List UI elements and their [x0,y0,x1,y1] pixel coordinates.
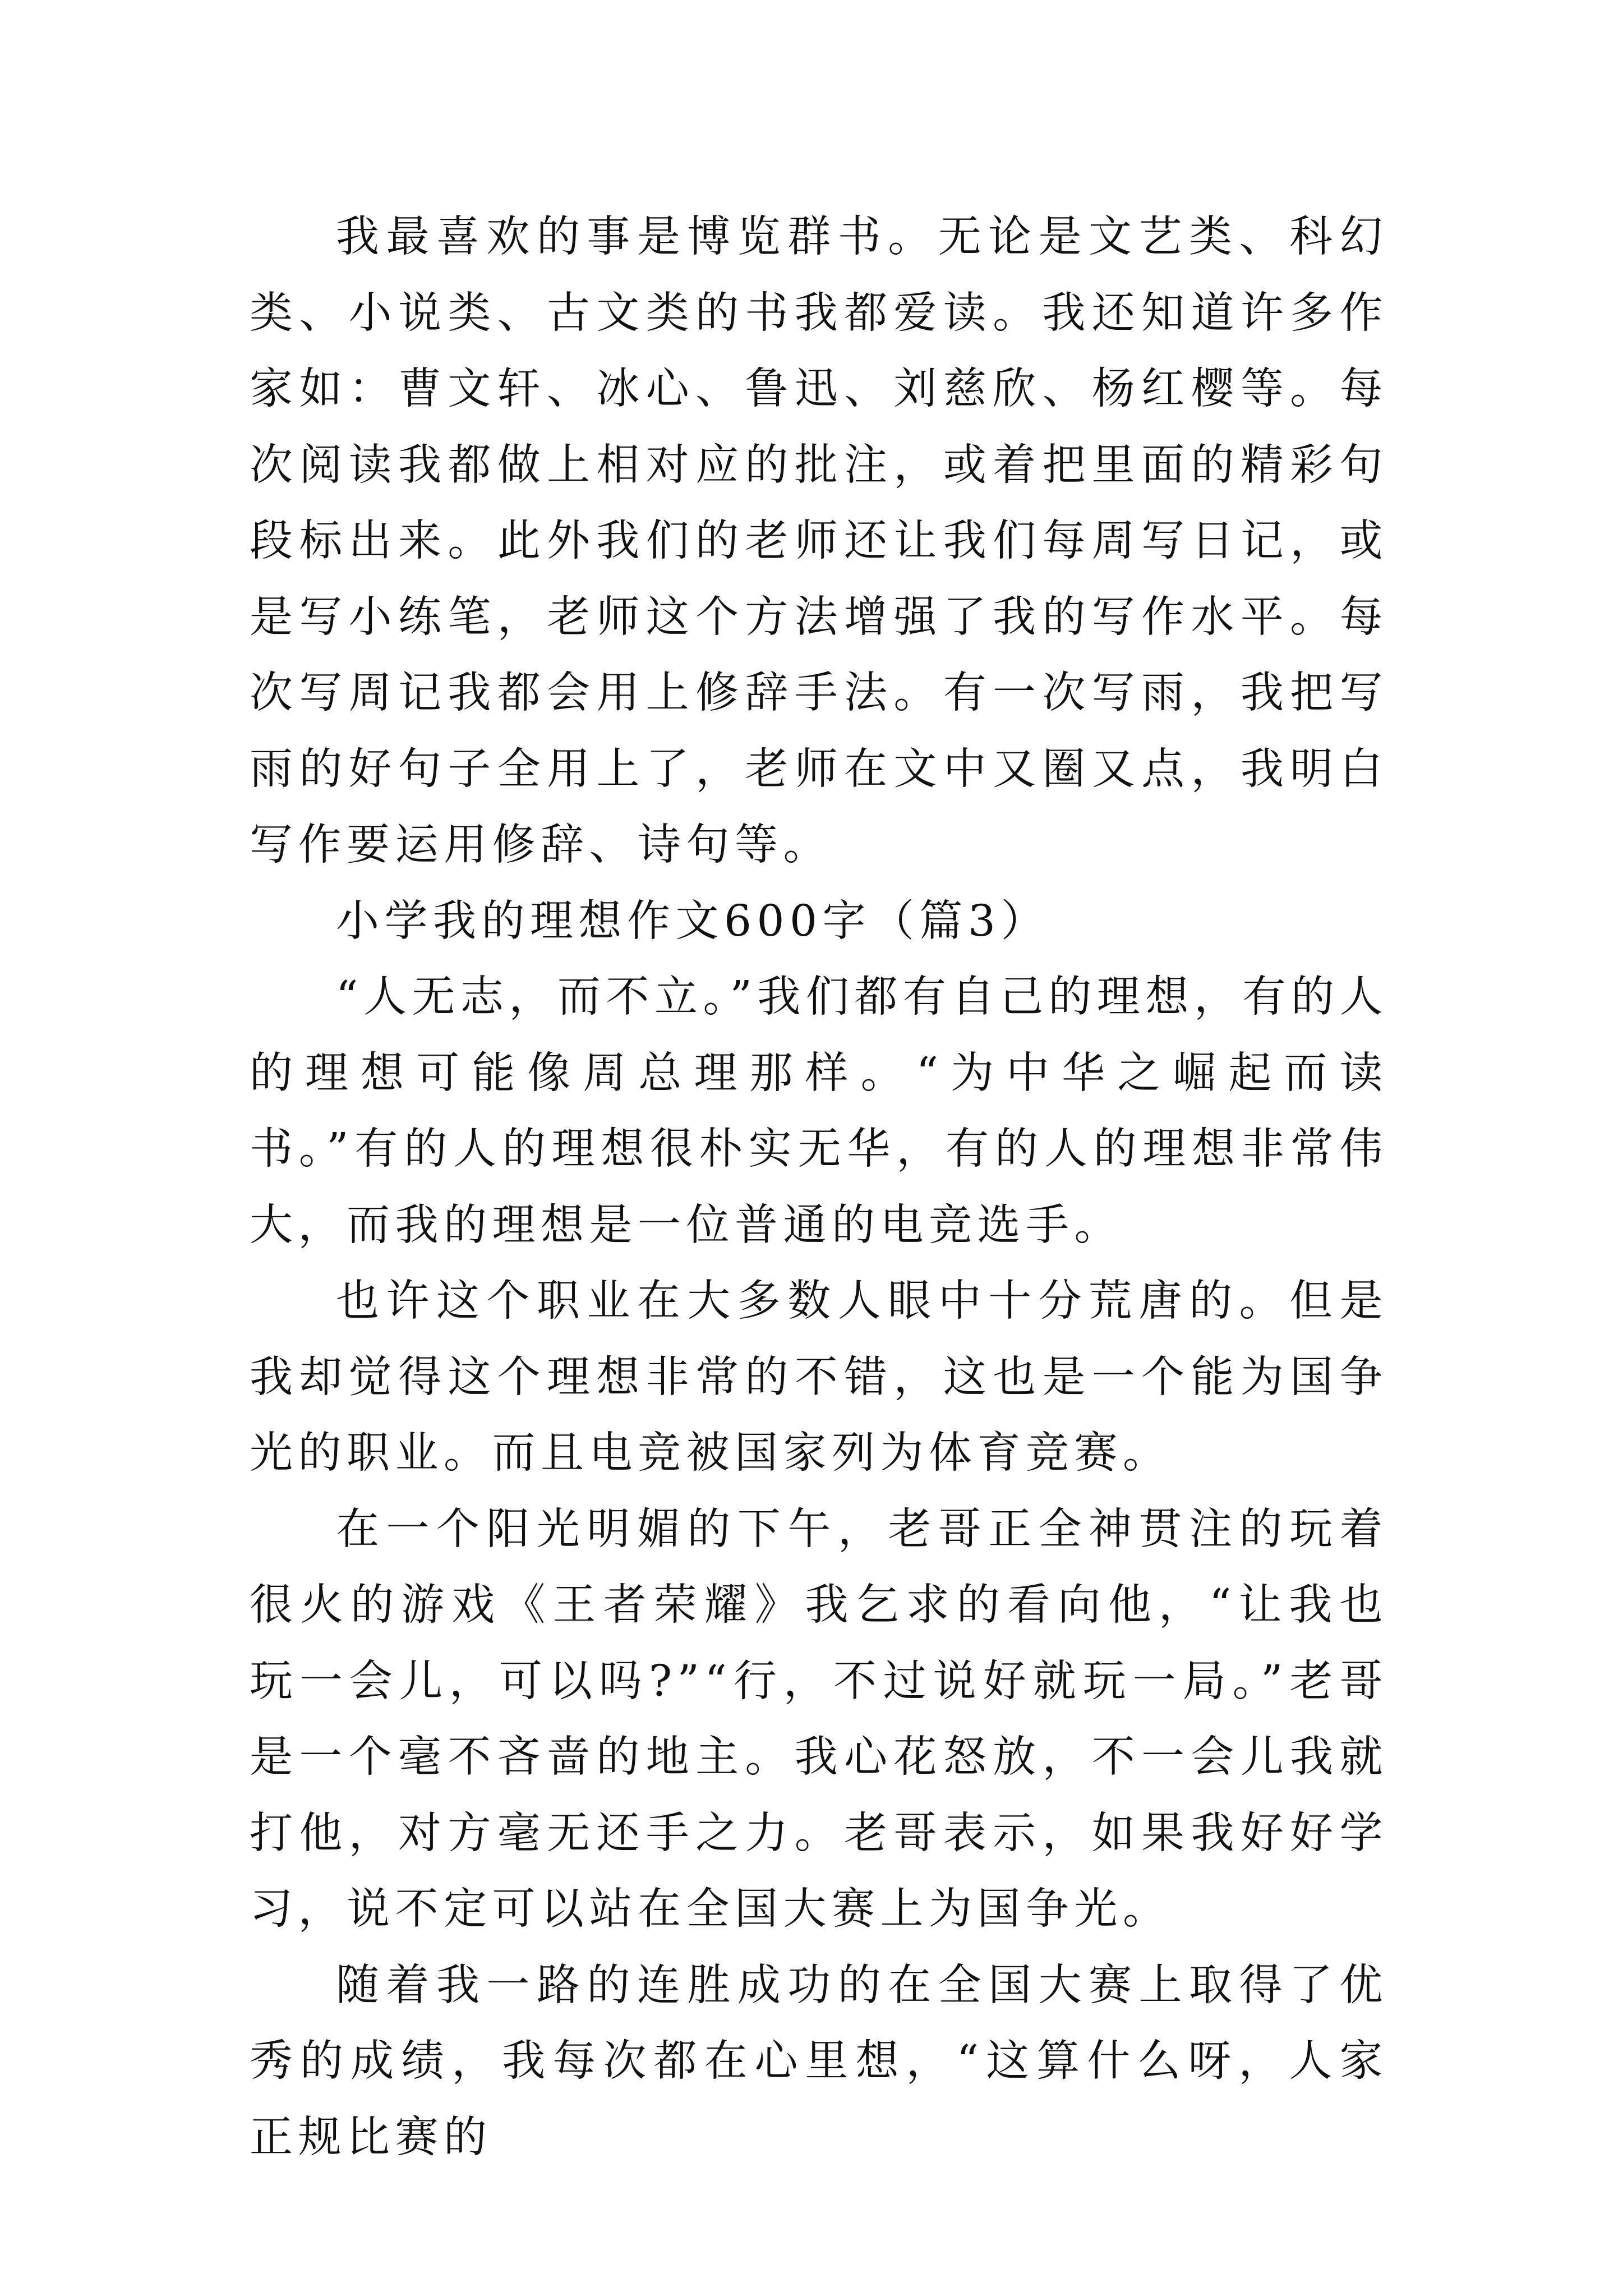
paragraph-esports-career: 也许这个职业在大多数人眼中十分荒唐的。但是我却觉得这个理想非常的不错，这也是一个能为国争光的职业。而且电竞被国家列为体育竞赛。 [250,1276,1388,1478]
paragraph-brother-game: 在一个阳光明媚的下午，老哥正全神贯注的玩着很火的游戏《王者荣耀》我乞求的看向他，“让我也玩一会儿，可以吗?”“行，不过说好就玩一局。”老哥是一个毫不吝啬的地主。我心花怒放，不一会儿我就打他，对方毫无还手之力。老哥表示，如果我好好学习，说不定可以站在全国大赛上为国争光。 [250,1504,1388,1934]
essay-section-heading: 小学我的理想作文600字（篇3） [336,896,1049,946]
paragraph-reading-hobby: 我最喜欢的事是博览群书。无论是文艺类、科幻类、小说类、古文类的书我都爱读。我还知道许多作家如：曹文轩、冰心、鲁迅、刘慈欣、杨红樱等。每次阅读我都做上相对应的批注，或着把里面的精彩句段标出来。此外我们的老师还让我们每周写日记，或是写小练笔，老师这个方法增强了我的写作水平。每次写周记我都会用上修辞手法。有一次写雨，我把写雨的好句子全用上了，老师在文中又圈又点，我明白写作要运用修辞、诗句等。 [250,212,1388,870]
paragraph-competition-results: 随着我一路的连胜成功的在全国大赛上取得了优秀的成绩，我每次都在心里想，“这算什么呀，人家正规比赛的 [250,1960,1388,2162]
document-body [250,199,1388,2175]
paragraph-ideals-intro: “人无志，而不立。”我们都有自己的理想，有的人的理想可能像周总理那样。“为中华之崛起而读书。”有的人的理想很朴实无华，有的人的理想非常伟大，而我的理想是一位普通的电竞选手。 [250,972,1388,1250]
